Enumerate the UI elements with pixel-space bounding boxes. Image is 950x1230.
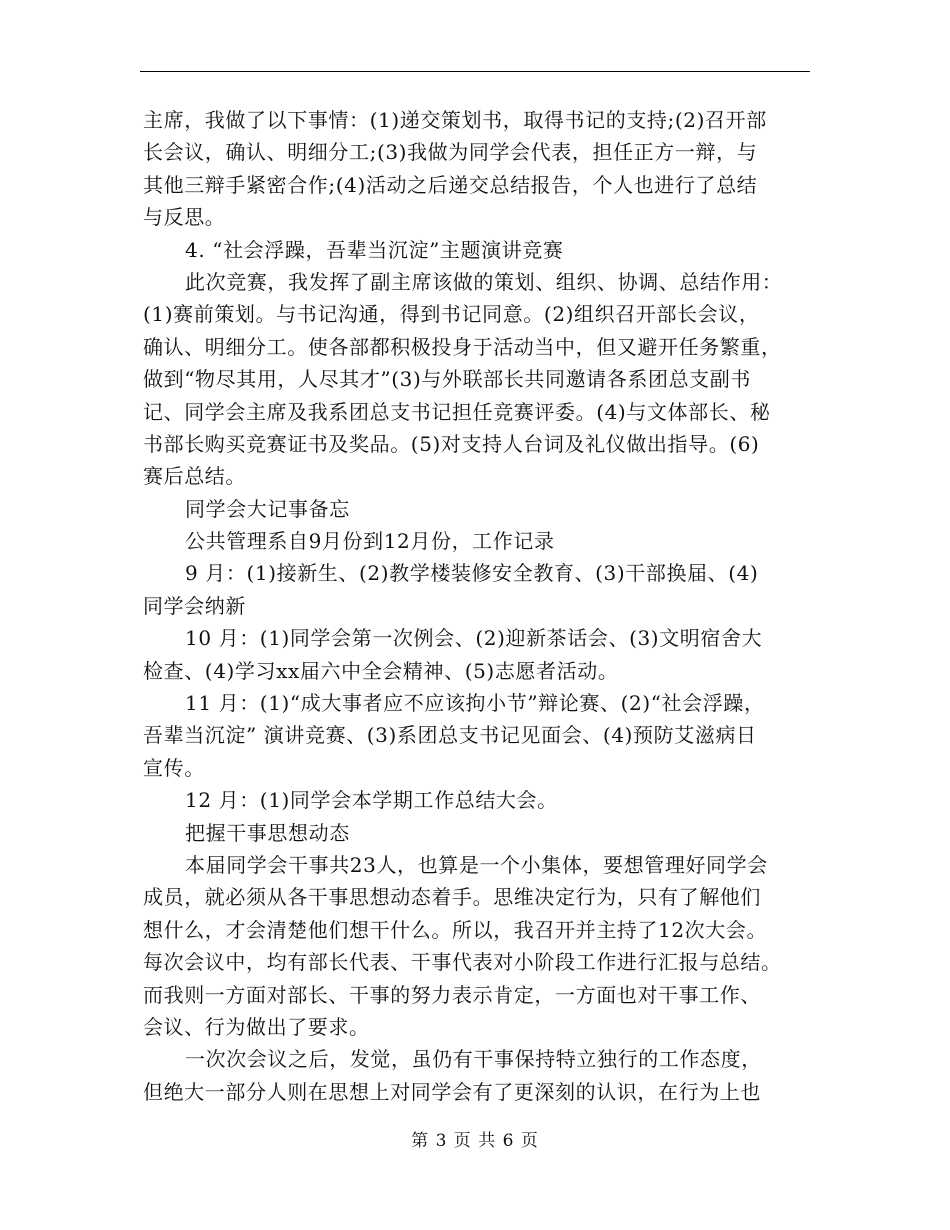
text-line: 同学会纳新 (143, 593, 246, 618)
text-line: 与反思。 (143, 205, 226, 230)
text-line: 但绝大一部分人则在思想上对同学会有了更深刻的认识，在行为上也 (143, 1079, 761, 1104)
text-line: 宣传。 (143, 755, 205, 780)
document-body (143, 104, 813, 1108)
text-line: 同学会大记事备忘 (185, 496, 350, 521)
text-line: 每次会议中，均有部长代表、干事代表对小阶段工作进行汇报与总结。 (143, 950, 782, 975)
text-line: 而我则一方面对部长、干事的努力表示肯定，一方面也对干事工作、 (143, 982, 761, 1007)
text-line: (1)赛前策划。与书记沟通，得到书记同意。(2)组织召开部长会议， (143, 302, 760, 327)
text-line: 书部长购买竞赛证书及奖品。(5)对支持人台词及礼仪做出指导。(6) (143, 431, 760, 456)
text-line: 做到“物尽其用，人尽其才”(3)与外联部长共同邀请各系团总支副书 (143, 367, 751, 392)
text-line: 4. “社会浮躁，吾辈当沉淀”主题演讲竞赛 (185, 237, 564, 262)
text-line: 吾辈当沉淀” 演讲竞赛、(3)系团总支书记见面会、(4)预防艾滋病日 (143, 723, 757, 748)
text-line: 一次次会议之后，发觉，虽仍有干事保持特立独行的工作态度， (185, 1047, 762, 1072)
text-line: 12 月：(1)同学会本学期工作总结大会。 (185, 788, 558, 813)
text-line: 确认、明细分工。使各部都积极投身于活动当中，但又避开任务繁重， (143, 334, 782, 359)
text-line: 10 月：(1)同学会第一次例会、(2)迎新茶话会、(3)文明宿舍大 (185, 626, 763, 651)
text-line: 长会议，确认、明细分工;(3)我做为同学会代表，担任正方一辩，与 (143, 140, 758, 165)
text-line: 检查、(4)学习xx届六中全会精神、(5)志愿者活动。 (143, 658, 619, 683)
text-line: 成员，就必须从各干事思想动态着手。思维决定行为，只有了解他们 (143, 885, 761, 910)
text-line: 把握干事思想动态 (185, 820, 350, 845)
text-line: 本届同学会干事共23人，也算是一个小集体，要想管理好同学会 (185, 852, 768, 877)
page-footer: 第 3 页 共 6 页 (411, 1131, 539, 1151)
text-line: 主席，我做了以下事情：(1)递交策划书，取得书记的支持;(2)召开部 (143, 108, 767, 132)
text-line: 想什么，才会清楚他们想干什么。所以，我召开并主持了12次大会。 (143, 917, 768, 942)
text-line: 公共管理系自9月份到12月份，工作记录 (185, 529, 555, 554)
header-rule (140, 71, 810, 72)
text-line: 此次竞赛，我发挥了副主席该做的策划、组织、协调、总结作用： (185, 269, 783, 294)
text-line: 其他三辩手紧密合作;(4)活动之后递交总结报告，个人也进行了总结 (143, 172, 758, 197)
text-line: 赛后总结。 (143, 464, 246, 489)
text-line: 9 月：(1)接新生、(2)教学楼装修安全教育、(3)干部换届、(4) (185, 561, 759, 586)
text-line: 记、同学会主席及我系团总支书记担任竞赛评委。(4)与文体部长、秘 (143, 399, 771, 424)
text-line: 会议、行为做出了要求。 (143, 1014, 370, 1039)
text-line: 11 月：(1)“成大事者应不应该拘小节”辩论赛、(2)“社会浮躁， (185, 691, 765, 716)
